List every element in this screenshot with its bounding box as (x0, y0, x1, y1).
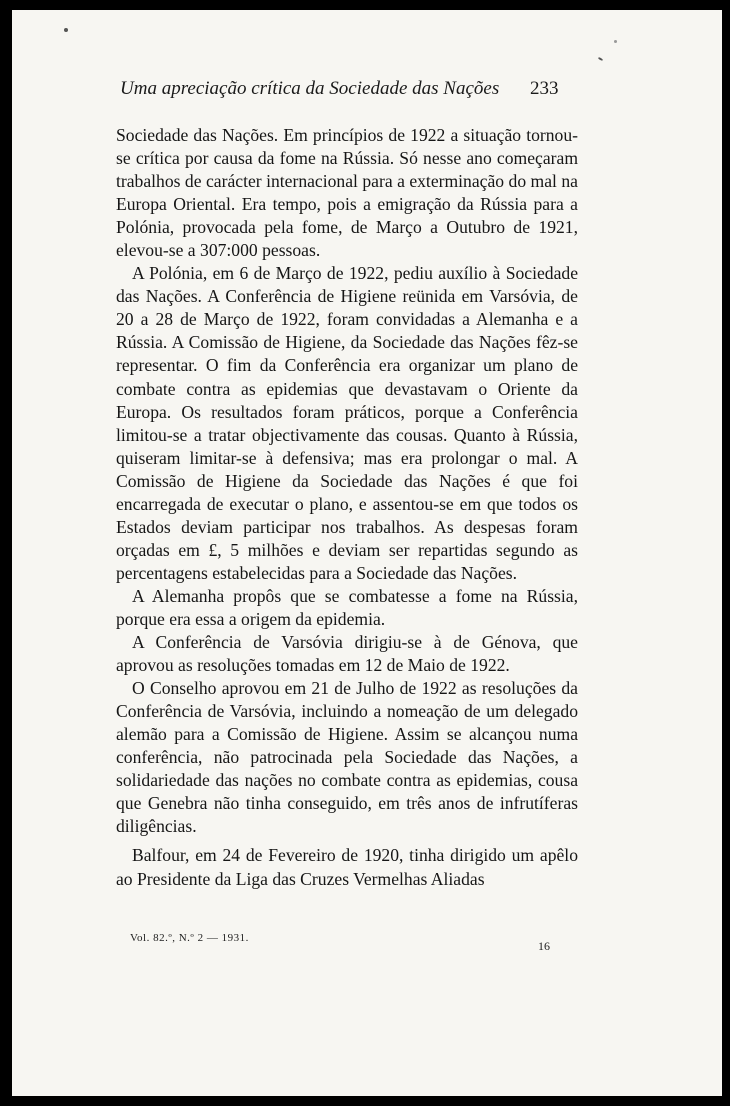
ink-speck (614, 40, 617, 43)
volume-line: Vol. 82.º, N.º 2 — 1931. (130, 932, 249, 944)
paragraph: Sociedade das Nações. Em princípios de 1922 a situação tornou-se crítica por causa da fome na Rússia. Só nesse ano começaram trabalhos de carácter internacional para a exterminação do mal na Europa Oriental. Era tempo, pois a emigração da Rússia para a Polónia, provocada pela fome, de Março a Outubro de 1921, elevou-se a 307:000 pessoas. (116, 125, 578, 261)
body-text (116, 124, 578, 891)
running-title: Uma apreciação crítica da Sociedade das Nações (120, 78, 500, 99)
signature-mark: 16 (538, 939, 550, 953)
paragraph: A Polónia, em 6 de Março de 1922, pediu auxílio à Sociedade das Nações. A Conferência de Higiene reünida em Varsóvia, de 20 a 28 de Março de 1922, foram convidadas a Alemanha e a Rússia. A Comissão de Higiene, da Sociedade das Nações fêz-se representar. O fim da Conferência era organizar um plano de combate contra as epidemias que devastavam o Oriente da Europa. Os resultados foram práticos, porque a Conferência limitou-se a tratar objectivamente das cousas. Quanto à Rússia, quiseram limitar-se à defensiva; mas era prolongar o mal. A Comissão de Higiene da Sociedade das Nações é que foi encarregada de executar o plano, e assentou-se em que todos os Estados deviam participar nos trabalhos. As despesas foram orçadas em £, 5 milhões e deviam ser repartidas segundo as percentagens estabelecidas para a Sociedade das Nações. (116, 263, 578, 583)
paragraph: O Conselho aprovou em 21 de Julho de 1922 as resoluções da Conferência de Varsóvia, incluindo a nomeação de um delegado alemão para a Comissão de Higiene. Assim se alcançou numa conferência, não patrocinada pela Sociedade das Nações, a solidariedade das nações no combate contra as epidemias, cousa que Genebra não tinha conseguido, em três anos de infrutíferas diligências. (116, 678, 578, 837)
paragraph: A Alemanha propôs que se combatesse a fome na Rússia, porque era essa a origem da epidemia. (116, 585, 578, 629)
paragraph: A Conferência de Varsóvia dirigiu-se à de Génova, que aprovou as resoluções tomadas em 12 de Maio de 1922. (116, 632, 578, 676)
ink-speck (598, 57, 603, 61)
book-page (12, 10, 722, 1096)
paragraph: Balfour, em 24 de Fevereiro de 1920, tinha dirigido um apêlo ao Presidente da Liga das Cruzes Vermelhas Aliadas (116, 845, 578, 889)
page-number: 233 (530, 78, 559, 99)
ink-speck (64, 28, 68, 32)
